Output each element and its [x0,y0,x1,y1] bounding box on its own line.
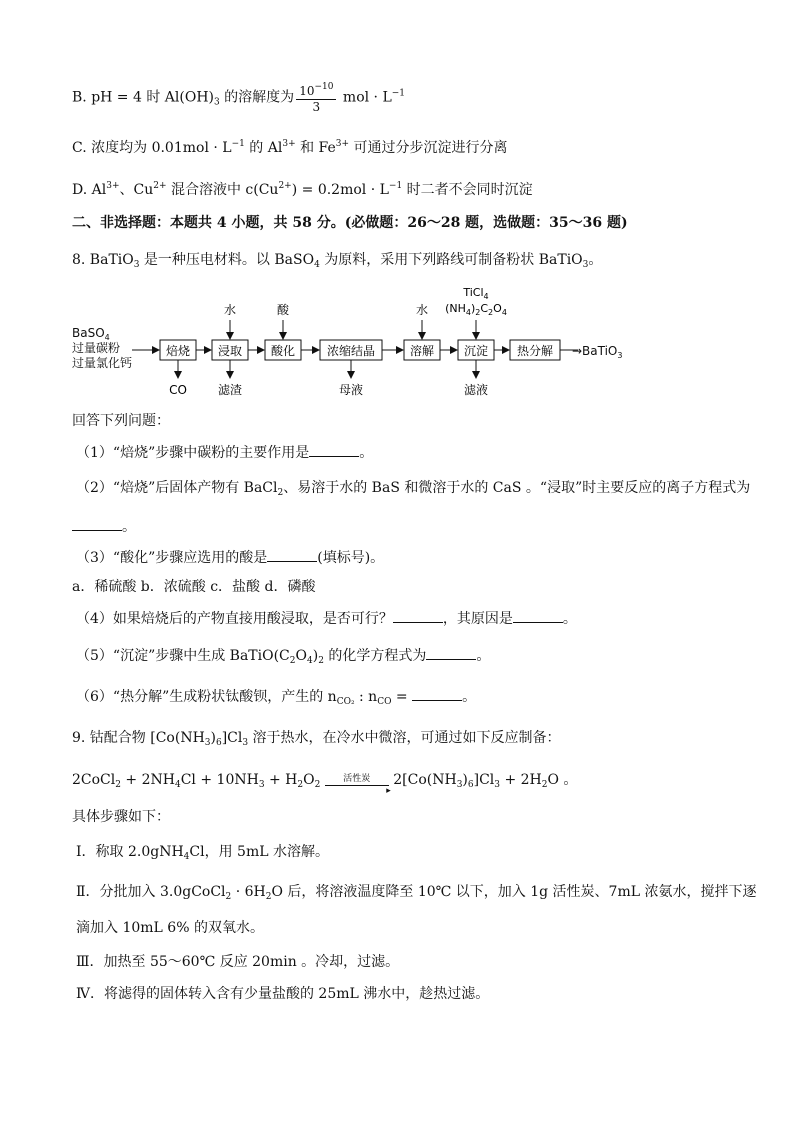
question-8-1: （1）“焙烧”步骤中碳粉的主要作用是 。 [76,442,373,463]
answer-blank[interactable] [72,516,122,531]
out-filtrate: 滤液 [463,383,489,397]
option-b: B. pH = 4 时 $Al(OH)_3$ 的溶解度为 $\frac{10^{-10}}{3}$ mol · $L^{-1}$ [72,82,406,114]
product-batio3: →BaTiO$_3$ [572,344,623,360]
step-leach [212,340,248,360]
answer-blank[interactable] [412,686,462,701]
question-8-3: （3）“酸化”步骤应选用的酸是 (填标号)。 [76,547,384,568]
add-ammonium-oxalate: $(NH_4)_2C_2O_4$ [445,302,507,317]
reaction-equation: 2CoCl$_2$ + $2NH_4Cl + 10NH_3 + H_2O_2$ 活性炭 ▸ $2[Co(NH_3)_6]Cl_3 + 2H_2O$ 。 [72,772,578,796]
out-mother-liquor: 母液 [338,383,364,397]
step-acidify [265,340,301,360]
question-8-3-options: a．稀硫酸 b．浓硫酸 c．盐酸 d．磷酸 [72,579,316,595]
add-water-2: 水 [415,303,429,317]
out-co: CO [169,383,187,397]
question-8-stem: 8. BaTiO$_3$ 是一种压电材料。以 BaSO$_4$ 为原料，采用下列路线可制备粉状 BaTiO$_3$。 [72,252,603,270]
answer-blank[interactable] [267,547,317,562]
step-concentrate [320,340,382,360]
process-flow-diagram [0,280,794,405]
question-8-6: （6）“热分解”生成粉状钛酸钡，产生的 $n_{CO_2}$ : $n_{CO}$ = 。 [76,686,476,712]
add-ticl4: TiCl$_4$ [463,286,489,301]
step-4: Ⅳ．将滤得的固体转入含有少量盐酸的 25mL 沸水中，趁热过滤。 [76,986,490,1002]
svg-text:沉淀: 沉淀 [463,344,489,358]
svg-text:浸取: 浸取 [217,344,243,358]
question-8-5: （5）“沉淀”步骤中生成 $BaTiO(C_2O_4)_2$ 的化学方程式为 。 [76,645,490,671]
step-thermal-decomposition [510,340,560,360]
step-dissolve [404,340,440,360]
svg-text:热分解: 热分解 [516,344,554,358]
step-precipitate [458,340,494,360]
question-9-stem: 9. 钴配合物 $[Co(NH_3)_6]Cl_3$ 溶于热水，在冷水中微溶，可通过如下反应制备： [72,730,561,748]
section-heading: 二、非选择题：本题共 4 小题，共 58 分。(必做题：26～28 题，选做题：35～36 题) [72,215,628,231]
question-8-2: （2）“焙烧”后固体产物有 BaCl$_2$、易溶于水的 BaS 和微溶于水的 CaS 。“浸取”时主要反应的离子方程式为 [76,480,751,498]
step-roast [160,340,196,360]
add-acid: 酸 [276,303,290,317]
input-cacl2: 过量氯化钙 [72,356,133,370]
step-2-cont: 滴加入 10mL 6% 的双氧水。 [76,920,264,936]
step-3: Ⅲ．加热至 55～60℃ 反应 20min 。冷却，过滤。 [76,954,400,970]
svg-text:焙烧: 焙烧 [165,344,191,358]
step-1: Ⅰ．称取 2.0gNH$_4$Cl，用 5mL 水溶解。 [76,844,329,862]
input-carbon: 过量碳粉 [72,341,121,355]
svg-text:浓缩结晶: 浓缩结晶 [326,344,376,358]
answer-prompt: 回答下列问题： [72,413,170,429]
fraction: $\frac{10^{-10}}{3}$ [296,80,336,115]
option-d: D. $Al^{3+}$、$Cu^{2+}$ 混合溶液中 $c(Cu^{2+}) = 0.2mol \cdot L^{-1}$ 时二者不会同时沉淀 [72,181,533,198]
svg-text:酸化: 酸化 [270,344,296,358]
question-8-4: （4）如果焙烧后的产物直接用酸浸取，是否可行？ ，其原因是 。 [76,608,577,629]
input-baso4: BaSO$_4$ [72,326,110,342]
answer-blank[interactable] [393,608,443,623]
answer-blank[interactable] [513,608,563,623]
step-2: Ⅱ．分批加入 3.0gCoCl$_2$ · $6H_2O$ 后，将溶液温度降至 10℃ 以下，加入 1g 活性炭、7mL 浓氨水，搅拌下逐 [76,884,757,902]
answer-blank[interactable] [309,442,359,457]
out-residue: 滤渣 [217,383,243,397]
catalyst-arrow: 活性炭 ▸ [325,774,389,786]
svg-text:溶解: 溶解 [409,344,435,358]
answer-blank[interactable] [426,645,476,660]
option-c: C. 浓度均为 $0.01mol \cdot L^{-1}$ 的 $Al^{3+}$ 和 $Fe^{3+}$ 可通过分步沉淀进行分离 [72,139,508,156]
steps-intro: 具体步骤如下： [72,809,170,825]
question-8-2-cont: 。 [72,516,136,537]
add-water-1: 水 [223,303,237,317]
